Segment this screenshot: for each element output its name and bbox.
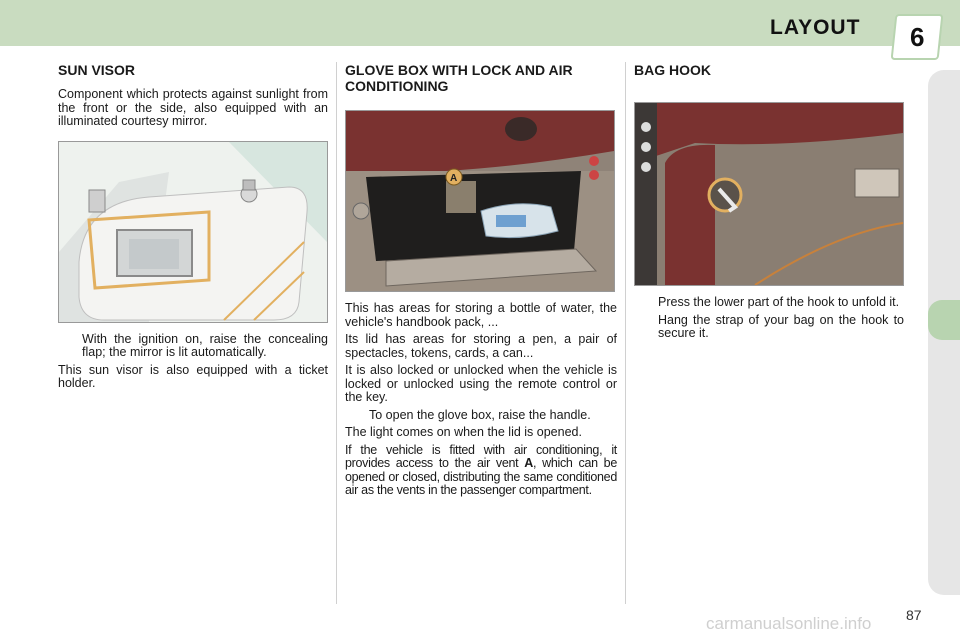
chapter-number: 6: [909, 21, 925, 52]
air-vent-ref: A: [524, 456, 533, 470]
bag-hook-title: BAG HOOK: [634, 62, 711, 78]
glove-box-p5: If the vehicle is fitted with air conditioning, it provides access to the air vent A, which can be opened or closed, distributing the same conditioned air as the vents in the passenger compartment.: [345, 442, 617, 497]
glove-box-illustration: [345, 110, 615, 292]
glove-box-p4: The light comes on when the lid is opened.: [345, 425, 582, 439]
sun-visor-intro: Component which protects against sunlight from the front or the side, also equipped with an illuminated courtesy mirror.: [58, 87, 328, 128]
glove-box-title: GLOVE BOX WITH LOCK AND AIR CONDITIONING: [345, 62, 573, 94]
sun-visor-title: SUN VISOR: [58, 62, 136, 78]
glove-box-p1: This has areas for storing a bottle of water, the vehicle's handbook pack, ...: [345, 301, 617, 329]
bag-hook-bullet-2: Hang the strap of your bag on the hook to secure it.: [658, 312, 904, 340]
bag-hook-section: [634, 62, 904, 345]
sun-visor-illustration: [58, 141, 328, 323]
page-number: 87: [906, 607, 922, 623]
glove-box-p3: It is also locked or unlocked when the vehicle is locked or unlocked using the remote control or the key.: [345, 363, 617, 404]
sun-visor-section: [58, 62, 328, 395]
chapter-number-tab[interactable]: [891, 14, 944, 60]
side-index-tab[interactable]: [928, 300, 960, 340]
column-divider: [625, 62, 626, 604]
sun-visor-bullet: With the ignition on, raise the concealing flap; the mirror is lit automatically.: [82, 331, 328, 359]
figure-label-a: A: [450, 173, 458, 184]
column-divider: [336, 62, 337, 604]
bag-hook-illustration: [634, 102, 904, 286]
watermark: carmanualsonline.info: [706, 614, 872, 633]
chapter-title: LAYOUT: [770, 16, 861, 39]
glove-box-bullet: To open the glove box, raise the handle.: [369, 407, 591, 422]
sun-visor-note: This sun visor is also equipped with a ticket holder.: [58, 362, 328, 390]
glove-box-p2: Its lid has areas for storing a pen, a pair of spectacles, tokens, cards, a can...: [345, 332, 617, 360]
glove-box-section: [345, 62, 617, 502]
bag-hook-bullet-1: Press the lower part of the hook to unfold it.: [658, 295, 900, 309]
